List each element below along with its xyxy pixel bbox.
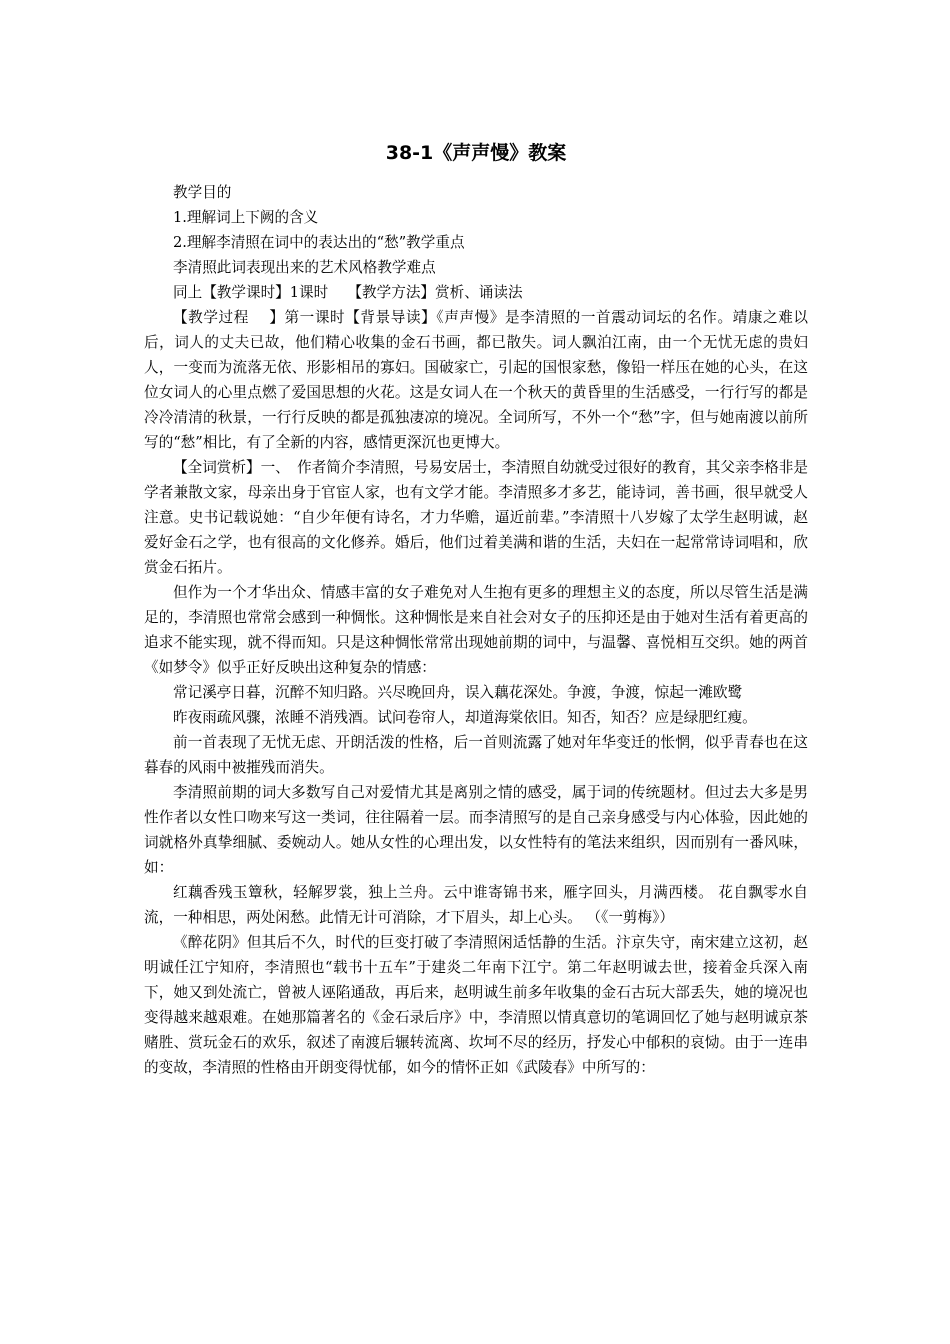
document-title: 38-1《声声慢》教案 — [385, 142, 567, 164]
difficulty-line: 李清照此词表现出来的艺术风格教学难点 — [173, 259, 436, 276]
objective-item-1: 1.理解词上下阙的含义 — [173, 209, 319, 226]
objective-item-2: 2.理解李清照在词中的表达出的“愁”教学重点 — [173, 234, 465, 251]
lesson-method-line: 同上【教学课时】1课时 【教学方法】赏析、诵读法 — [173, 284, 523, 301]
objective-heading: 教学目的 — [173, 184, 232, 201]
early-works-paragraph: 李清照前期的词大多数写自己对爱情尤其是离别之情的感受，属于词的传统题材。但过去大多是男性作者以女性口吻来写这一类词，往往隔着一层。而李清照写的是自己亲身感受与内心体验，因此她的词就格外真挚细腻、委婉动人。她从女性的心理出发，以女性特有的笔法来组织，因而别有一番风味，如： — [144, 784, 808, 876]
background-paragraph: 【教学过程 】第一课时【背景导读】《声声慢》是李清照的一首震动词坛的名作。靖康之难以后，词人的丈夫已故，他们精心收集的金石书画，都已散失。词人飘泊江南，由一个无忧无虑的贵妇人，一变而为流落无依、形影相吊的寡妇。国破家亡，引起的国恨家愁，像铅一样压在她的心头，在这位女词人的心里点燃了爱国思想的火花。这是女词人在一个秋天的黄昏里的生活感受，一行行写的都是冷冷清清的秋景，一行行反映的都是孤独凄凉的境况。全词所写，不外一个“愁”字，但与她南渡以前所写的“愁”相比，有了全新的内容，感情更深沉也更博大。 — [144, 309, 808, 451]
poem-comparison-paragraph: 前一首表现了无忧无虑、开朗活泼的性格，后一首则流露了她对年华变迁的怅惘，似乎青春也在这暮春的风雨中被摧残而消失。 — [144, 734, 808, 776]
poem-yijianmei: 红藕香残玉簟秋，轻解罗裳，独上兰舟。云中谁寄锦书来，雁字回头，月满西楼。 花自飘零水自流，一种相思，两处闲愁。此情无计可消除，才下眉头，却上心头。 （《一剪梅》） — [144, 884, 808, 926]
melancholy-paragraph: 但作为一个才华出众、情感丰富的女子难免对人生抱有更多的理想主义的态度，所以尽管生活是满足的，李清照也常常会感到一种惆怅。这种惆怅是来自社会对女子的压抑还是由于她对生活有着更高的追求不能实现，就不得而知。只是这种惆怅常常出现她前期的词中，与温馨、喜悦相互交织。她的两首《如梦令》似乎正好反映出这种复杂的情感： — [144, 584, 808, 676]
author-intro-paragraph: 【全词赏析】一、 作者简介李清照，号易安居士，李清照自幼就受过很好的教育，其父亲李格非是学者兼散文家，母亲出身于官宦人家，也有文学才能。李清照多才多艺，能诗词，善书画，很早就受人注意。史书记载说她：“自少年便有诗名，才力华赡，逼近前辈。”李清照十八岁嫁了太学生赵明诚，赵爱好金石之学，也有很高的文化修养。婚后，他们过着美满和谐的生活，夫妇在一起常常诗词唱和，欣赏金石拓片。 — [144, 459, 808, 576]
poem-rumengling-2: 昨夜雨疏风骤，浓睡不消残酒。试问卷帘人，却道海棠依旧。知否，知否？应是绿肥红瘦。 — [173, 709, 757, 726]
later-life-paragraph: 《醉花阴》但其后不久，时代的巨变打破了李清照闲适恬静的生活。汴京失守，南宋建立这初，赵明诚任江宁知府，李清照也“载书十五车”于建炎二年南下江宁。第二年赵明诚去世，接着金兵深入南下，她又到处流亡，曾被人诬陷通敌，再后来，赵明诚生前多年收集的金石古玩大部丢失，她的境况也变得越来越艰难。在她那篇著名的《金石录后序》中，李清照以情真意切的笔调回忆了她与赵明诚京茶赌胜、赏玩金石的欢乐，叙述了南渡后辗转流离、坎坷不尽的经历，抒发心中郁积的哀恸。由于一连串的变故，李清照的性格由开朗变得忧郁，如今的情怀正如《武陵春》中所写的： — [144, 934, 808, 1076]
document-page — [144, 138, 808, 1080]
poem-rumengling-1: 常记溪亭日暮，沉醉不知归路。兴尽晚回舟，误入藕花深处。争渡，争渡，惊起一滩欧鹭 — [173, 684, 743, 701]
